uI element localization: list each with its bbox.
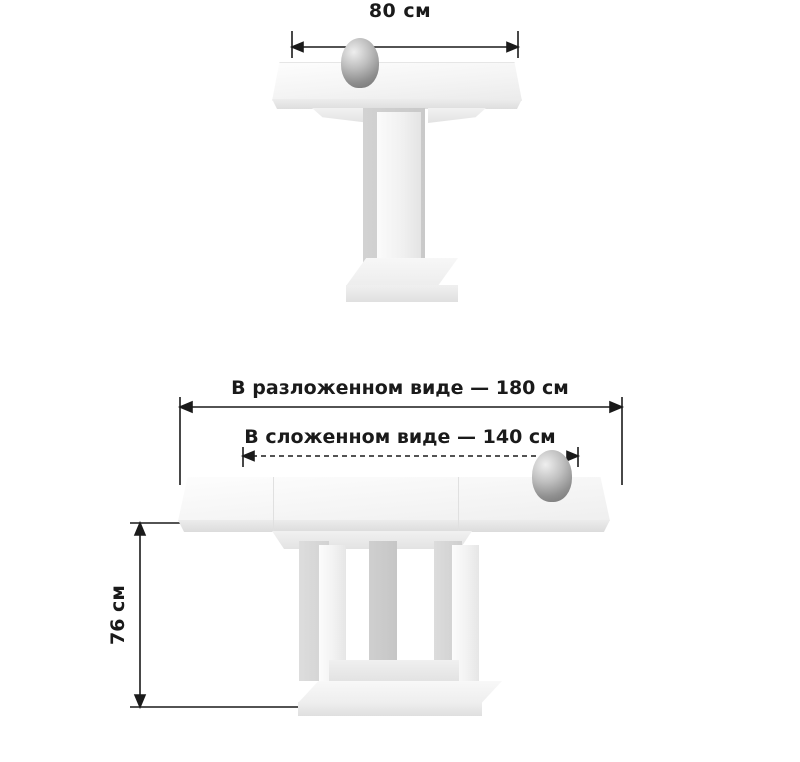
dimension-label-height: 76 см: [107, 585, 129, 645]
table-front-view: [0, 355, 800, 762]
table-leaf-seam-left: [273, 477, 274, 532]
table-top-edge-extended: [178, 520, 610, 532]
decorative-knob-icon: [341, 38, 379, 88]
table-stretcher: [329, 660, 459, 682]
table-base-front: [298, 702, 482, 716]
table-base-front: [346, 285, 458, 302]
dimension-label-extended: В разложенном виде — 180 см: [231, 377, 569, 399]
dimension-label-folded: В сложенном виде — 140 см: [244, 426, 556, 448]
dimension-label-width: 80 см: [368, 0, 432, 22]
table-base-top: [298, 681, 502, 703]
table-column: [377, 112, 421, 276]
table-side-view: [0, 0, 800, 340]
decorative-knob-icon: [532, 450, 572, 502]
table-leaf-seam-right: [458, 477, 459, 532]
table-top-surface: [272, 62, 522, 101]
